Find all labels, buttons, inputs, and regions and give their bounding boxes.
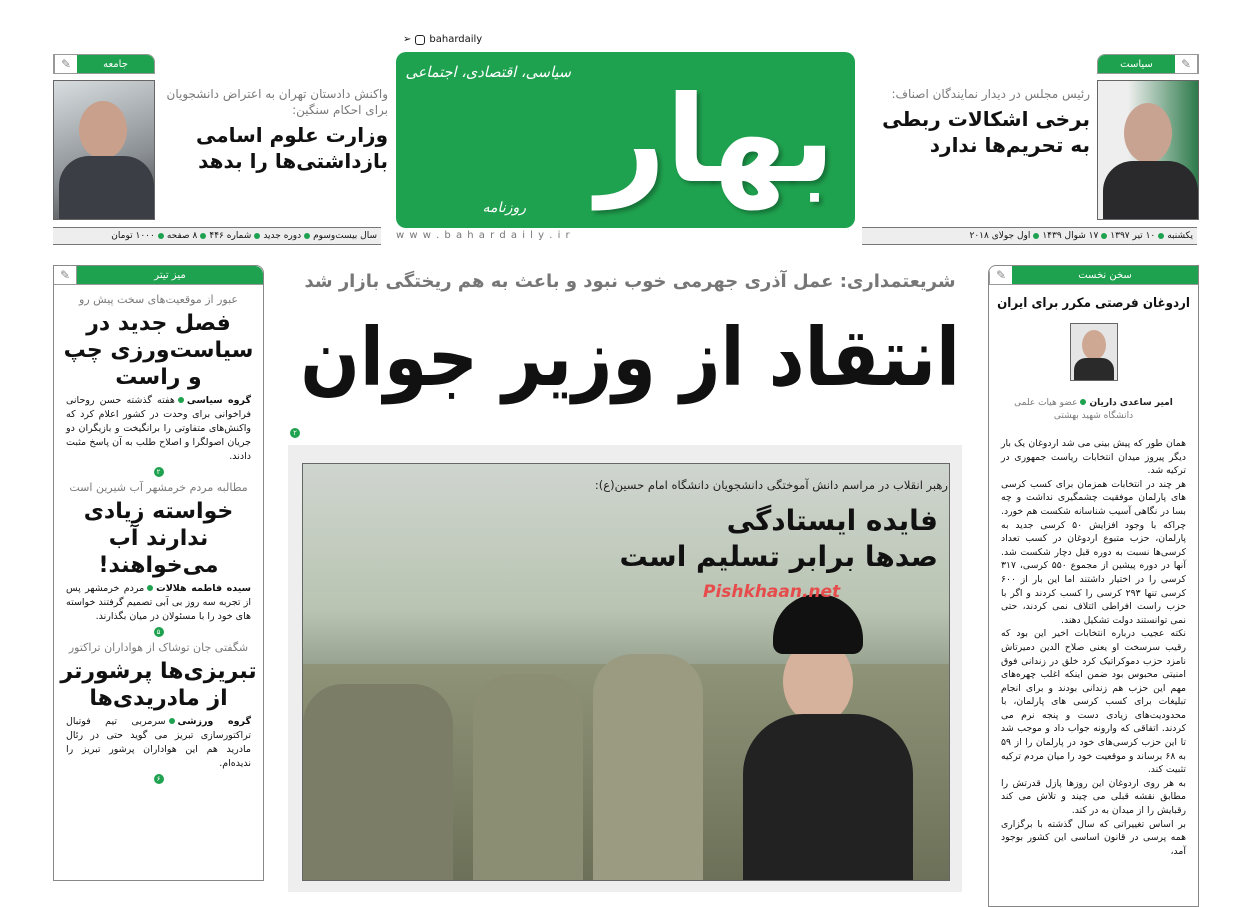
masthead-logo: [396, 52, 855, 228]
section-tab-society[interactable]: ✎ جامعه: [53, 54, 155, 74]
prosecutor-photo: [53, 80, 155, 220]
telegram-icon: ➢: [403, 34, 412, 45]
left-story-1[interactable]: عبور از موقعیت‌های سخت پیش رو فصل جدید در سیاست‌ورزی چپ و راست گروه سیاسیهفته گذشته حسن روحانی فراخوانی برای وحدت در کشور اعلام کرد که واکنش‌های متفاوتی را برانگیخت و بازیگران دو جریان اصولگرا و اصلاح طلب به آن پاسخ مثبت دادند. ۲: [63, 293, 254, 476]
social-handle: ➢ bahardaily: [403, 34, 483, 45]
tagline: سیاسی، اقتصادی، اجتماعی: [405, 63, 571, 81]
logo-text: بهار: [596, 71, 835, 210]
left-column: [53, 265, 264, 881]
section-tab-politics[interactable]: ✎ سیاست: [1097, 54, 1199, 74]
top-left-story[interactable]: واکنش دادستان تهران به اعتراض دانشجویان برای احکام سنگین: وزارت علوم اسامی بازداشتی‌ها را بدهد: [166, 87, 388, 173]
instagram-icon: [415, 35, 425, 45]
photo-headline[interactable]: فایده ایستادگی صدها برابر تسلیم است: [619, 504, 938, 573]
watermark: Pishkhaan.net: [703, 582, 841, 602]
page-marker: ۲: [290, 428, 300, 438]
section-tab-editorial[interactable]: ✎ سخن نخست: [989, 266, 1198, 285]
issue-bar: سال بیست‌وسوم دوره جدید شماره ۴۴۶ ۸ صفحه ۱۰۰۰ تومان: [53, 227, 381, 245]
main-headline[interactable]: انتقاد از وزیر جوان: [300, 311, 960, 404]
speaker-photo: [1097, 80, 1199, 220]
top-right-story[interactable]: رئیس مجلس در دیدار نمایندگان اصناف: برخی اشکالات ربطی به تحریم‌ها ندارد: [882, 87, 1090, 157]
right-column: [988, 265, 1199, 907]
author-byline: امیر ساعدی داریانعضو هیات علمی دانشگاه شهید بهشتی: [1014, 398, 1173, 421]
editorial-headline[interactable]: اردوغان فرصتی مکرر برای ایران: [997, 296, 1190, 311]
left-story-2[interactable]: مطالبه مردم خرمشهر آب شیرین است خواسته زیادی ندارند آب می‌خواهند! سیده فاطمه هلالاتمردم خرمشهر پس از تجربه سه روز بی آبی تصمیم گرفتند خواسته های خود را با مسئولان در میان بگذارند. ۵: [66, 481, 251, 636]
left-story-3[interactable]: شگفتی جان توشاک از هواداران تراکتور تبریزی‌ها پرشورتر از مادریدی‌ها گروه ورزشیسرمربی تیم فوتبال تراکتورسازی تبریز می گوید حتی در رئال مادرید هم این هواداران پرشور تبریز را ندیده‌ام. ۶: [60, 641, 257, 783]
section-tab-headlines[interactable]: میز تیتر ✎: [54, 266, 263, 285]
main-photo-block: [288, 445, 962, 892]
pen-icon: ✎: [989, 266, 1012, 284]
photo-caption: رهبر انقلاب در مراسم دانش آموختگی دانشجویان دانشگاه امام حسین(ع):: [594, 478, 948, 492]
author-photo: [1070, 323, 1118, 381]
editorial-body: همان طور که پیش بینی می شد اردوغان یک بار دیگر پیروز میدان انتخابات ریاست جمهوری در ترکیه شد. هر چند در انتخابات همزمان برای کسب کرسی های پارلمان موفقیت چشمگیری نداشت و چه بسا در نگاهی آسیب شناسانه شکست هم خورد. چراکه با وجود افزایش ۵۰ کرسی جدید به پارلمان، حزب متبوع اردوغان در کسب تعداد کرسی‌ها نسبت به دوره قبل دچار شکست شد. آنها در دوره پیشین از مجموع ۵۵۰ کرسی، ۳۱۷ کرسی را در اختیار داشتند اما این بار از ۶۰۰ کرسی تنها ۲۹۳ کرسی را کسب کردند و اگر با حزب راست افراطی ائتلاف نمی کردند، حتی نمی توانستند دولت تشکیل دهند. نکته عجیب درباره انتخابات اخیر این بود که رقیب سرسخت او یعنی صلاح الدین دمیرتاش نامزد حزب دموکراتیک کرد خلق در زندانی فوق امنیتی محبوس بود ضمن اینکه اغلب چهره‌های مهم این حزب هم زندانی بودند و برای انجام تبلیغات برای کسب کرسی های پارلمان، با محدودیت‌های زیادی دست و پنجه نرم می کردند. اتفاقی که وارونه جواب داد و موجب شد تا این حزب کرسی‌های خود در پارلمان را از ۵۹ به ۶۸ برساند و موقعیت خود را میان مردم ترکیه تثبیت کند. به هر روی اردوغان این روزها پازل قدرتش را مطابق نقشه قبلی می چیند و تلاش می کند رقبایش را از میدان به در کند. بر اساس تغییراتی که سال گذشته با برگزاری همه پرسی در قانون اساسی این کشور بوجود آمد،: [1001, 438, 1186, 857]
site-url[interactable]: w w w . b a h a r d a i l y . i r: [396, 230, 571, 241]
pen-icon: ✎: [1175, 55, 1198, 73]
main-kicker: شریعتمداری: عمل آذری جهرمی خوب نبود و باعث به هم ریختگی بازار شد: [304, 271, 956, 292]
date-bar: یکشنبه ۱۰ تیر ۱۳۹۷ ۱۷ شوال ۱۴۳۹ اول جولای ۲۰۱۸: [862, 227, 1197, 245]
pen-icon: ✎: [54, 55, 77, 73]
pen-icon: ✎: [54, 266, 77, 284]
logo-prefix: روزنامه: [482, 200, 526, 216]
